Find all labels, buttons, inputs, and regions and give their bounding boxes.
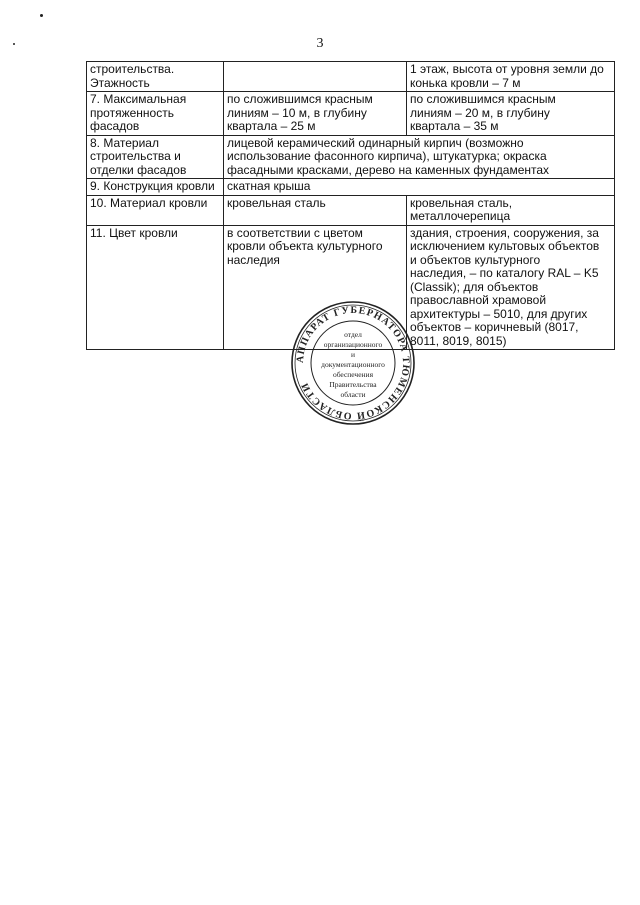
merged-value-cell: скатная крыша xyxy=(224,179,615,196)
value-cell: по сложившимся красным линиям – 20 м, в глубину квартала – 35 м xyxy=(407,92,615,136)
table-row xyxy=(87,92,615,136)
param-cell: 11. Цвет кровли xyxy=(87,225,224,350)
value-cell: 1 этаж, высота от уровня земли до конька кровли – 7 м xyxy=(407,62,615,92)
param-cell: 9. Конструкция кровли xyxy=(87,179,224,196)
merged-value-cell: лицевой керамический одинарный кирпич (возможно использование фасонного кирпича), штукатурка; окраска фасадными красками, дерево на каменных фундаментах xyxy=(224,135,615,179)
stamp-line: обеспечения xyxy=(332,370,374,379)
table-row xyxy=(87,135,615,179)
value-cell: кровельная сталь xyxy=(224,195,407,225)
stamp-line: документационного xyxy=(321,360,385,369)
stamp-outer-text: АППАРАТ ГУБЕРНАТОРА ТЮМЕНСКОЙ ОБЛАСТИ xyxy=(294,304,412,422)
scan-speck xyxy=(40,14,43,17)
stamp-line: области xyxy=(340,390,366,399)
table-row xyxy=(87,62,615,92)
param-cell: 7. Максимальная протяженность фасадов xyxy=(87,92,224,136)
value-cell: кровельная сталь, металлочерепица xyxy=(407,195,615,225)
param-cell: строительства. Этажность xyxy=(87,62,224,92)
value-cell: здания, строения, сооружения, за исключением культовых объектов и объектов культурного наследия, – по каталогу RAL – K5 (Classik); для объектов православной храмовой архитектуры – 5010, для других объектов – коричневый (8017, 8011, 8019, 8015) xyxy=(407,225,615,350)
value-cell: в соответствии с цветом кровли объекта культурного наследия xyxy=(224,225,407,350)
value-cell xyxy=(224,62,407,92)
page-number: 3 xyxy=(316,36,324,51)
stamp-inner-text xyxy=(321,330,385,399)
param-cell: 10. Материал кровли xyxy=(87,195,224,225)
table-row xyxy=(87,179,615,196)
param-cell: 8. Материал строительства и отделки фасадов xyxy=(87,135,224,179)
stamp-line: организационного xyxy=(323,340,383,349)
value-cell: по сложившимся красным линиям – 10 м, в глубину квартала – 25 м xyxy=(224,92,407,136)
stamp-line: отдел xyxy=(344,330,362,339)
stamp-line: и xyxy=(350,350,356,359)
stamp-line: Правительства xyxy=(329,380,377,389)
table-row xyxy=(87,195,615,225)
official-stamp-seal xyxy=(289,299,417,427)
